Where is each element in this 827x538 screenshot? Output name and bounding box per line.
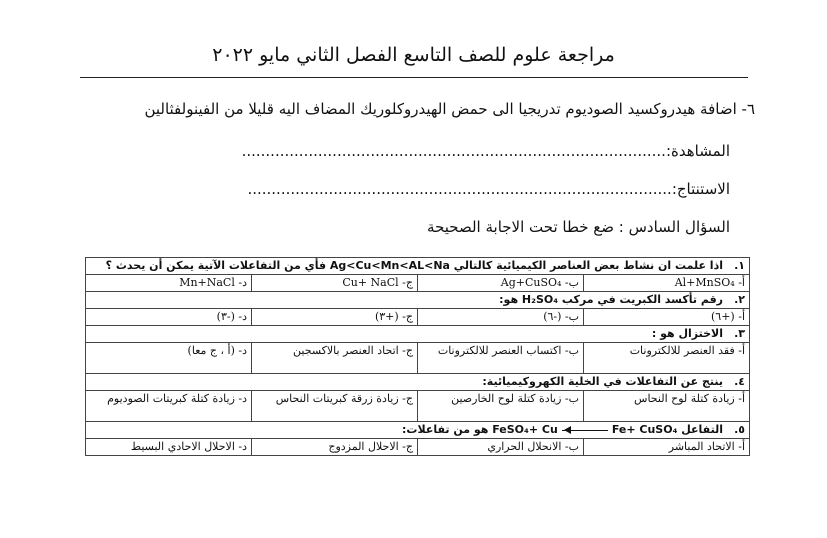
option-b[interactable]: ب- زيادة كتلة لوح الخارصين bbox=[418, 391, 584, 422]
question-6-text: ٦- اضافة هيدروكسيد الصوديوم تدريجيا الى حمض الهيدروكلوريك المضاف اليه قليلا من الفينولفثالين bbox=[144, 100, 755, 118]
question-cell bbox=[86, 326, 750, 343]
option-c[interactable]: ج- Cu+ NaCl bbox=[252, 275, 418, 292]
mcq-table bbox=[85, 257, 750, 456]
option-d[interactable]: د- (-٣) bbox=[86, 309, 252, 326]
question-cell bbox=[86, 374, 750, 391]
question-row bbox=[86, 326, 750, 343]
conclusion-dots: ......................................................................................... bbox=[247, 180, 672, 198]
question-text: ينتج عن التفاعلات في الخلية الكهروكيميائية: bbox=[482, 375, 723, 388]
observation-label: المشاهدة: bbox=[665, 142, 730, 160]
option-a[interactable]: أ- زيادة كتلة لوح النحاس bbox=[584, 391, 750, 422]
question-row bbox=[86, 258, 750, 275]
question-text: رقم تأكسد الكبريت في مركب H₂SO₄ هو: bbox=[499, 293, 723, 306]
reaction-arrow-icon bbox=[562, 430, 608, 431]
options-row bbox=[86, 391, 750, 422]
question-row bbox=[86, 374, 750, 391]
question-text: اذا علمت ان نشاط بعض العناصر الكيميائية كالتالي Ag<Cu<Mn<AL<Na فأي من التفاعلات الآتية يمكن أن يحدث ؟ bbox=[105, 259, 723, 272]
question-number: ١. bbox=[734, 259, 745, 272]
question-number: ٤. bbox=[734, 375, 745, 388]
option-d[interactable]: د- Mn+NaCl bbox=[86, 275, 252, 292]
option-d[interactable]: د- زيادة كتلة كبريتات الصوديوم bbox=[86, 391, 252, 422]
question-cell bbox=[86, 258, 750, 275]
options-row bbox=[86, 309, 750, 326]
observation-line bbox=[242, 142, 730, 160]
option-d[interactable]: د- الاحلال الاحادي البسيط bbox=[86, 439, 252, 456]
options-row bbox=[86, 343, 750, 374]
question-number: ٥. bbox=[734, 423, 745, 436]
question-text: الاختزال هو : bbox=[651, 327, 723, 340]
page-title: مراجعة علوم للصف التاسع الفصل الثاني مايو ٢٠٢٢ bbox=[212, 44, 615, 66]
option-c[interactable]: ج- الاحلال المزدوج bbox=[252, 439, 418, 456]
question-text-left: Fe+ CuSO₄ هو من تفاعلات: bbox=[402, 423, 678, 436]
options-row bbox=[86, 439, 750, 456]
question-number: ٢. bbox=[734, 293, 745, 306]
option-c[interactable]: ج- (+٣) bbox=[252, 309, 418, 326]
option-b[interactable]: ب- (-٦) bbox=[418, 309, 584, 326]
title-underline bbox=[80, 77, 748, 78]
option-a[interactable]: أ- الاتحاد المباشر bbox=[584, 439, 750, 456]
question-row bbox=[86, 422, 750, 439]
section-6-title: السؤال السادس : ضع خطا تحت الاجابة الصحيحة bbox=[427, 218, 730, 236]
question-text-right: التفاعل FeSO₄+ Cu bbox=[492, 423, 723, 436]
option-b[interactable]: ب- Ag+CuSO₄ bbox=[418, 275, 584, 292]
option-d[interactable]: د- (أ ، ج معا) bbox=[86, 343, 252, 374]
option-a[interactable]: أ- (+٦) bbox=[584, 309, 750, 326]
question-cell bbox=[86, 292, 750, 309]
question-cell bbox=[86, 422, 750, 439]
option-c[interactable]: ج- اتحاد العنصر بالاكسجين bbox=[252, 343, 418, 374]
question-number: ٣. bbox=[734, 327, 745, 340]
conclusion-label: الاستنتاج: bbox=[671, 180, 730, 198]
observation-dots: ......................................................................................... bbox=[241, 142, 666, 160]
option-c[interactable]: ج- زيادة زرقة كبريتات النحاس bbox=[252, 391, 418, 422]
option-a[interactable]: أ- فقد العنصر للالكترونات bbox=[584, 343, 750, 374]
conclusion-line bbox=[247, 180, 730, 198]
option-b[interactable]: ب- اكتساب العنصر للالكترونات bbox=[418, 343, 584, 374]
question-row bbox=[86, 292, 750, 309]
option-b[interactable]: ب- الانحلال الحراري bbox=[418, 439, 584, 456]
options-row bbox=[86, 275, 750, 292]
option-a[interactable]: أ- Al+MnSO₄ bbox=[584, 275, 750, 292]
